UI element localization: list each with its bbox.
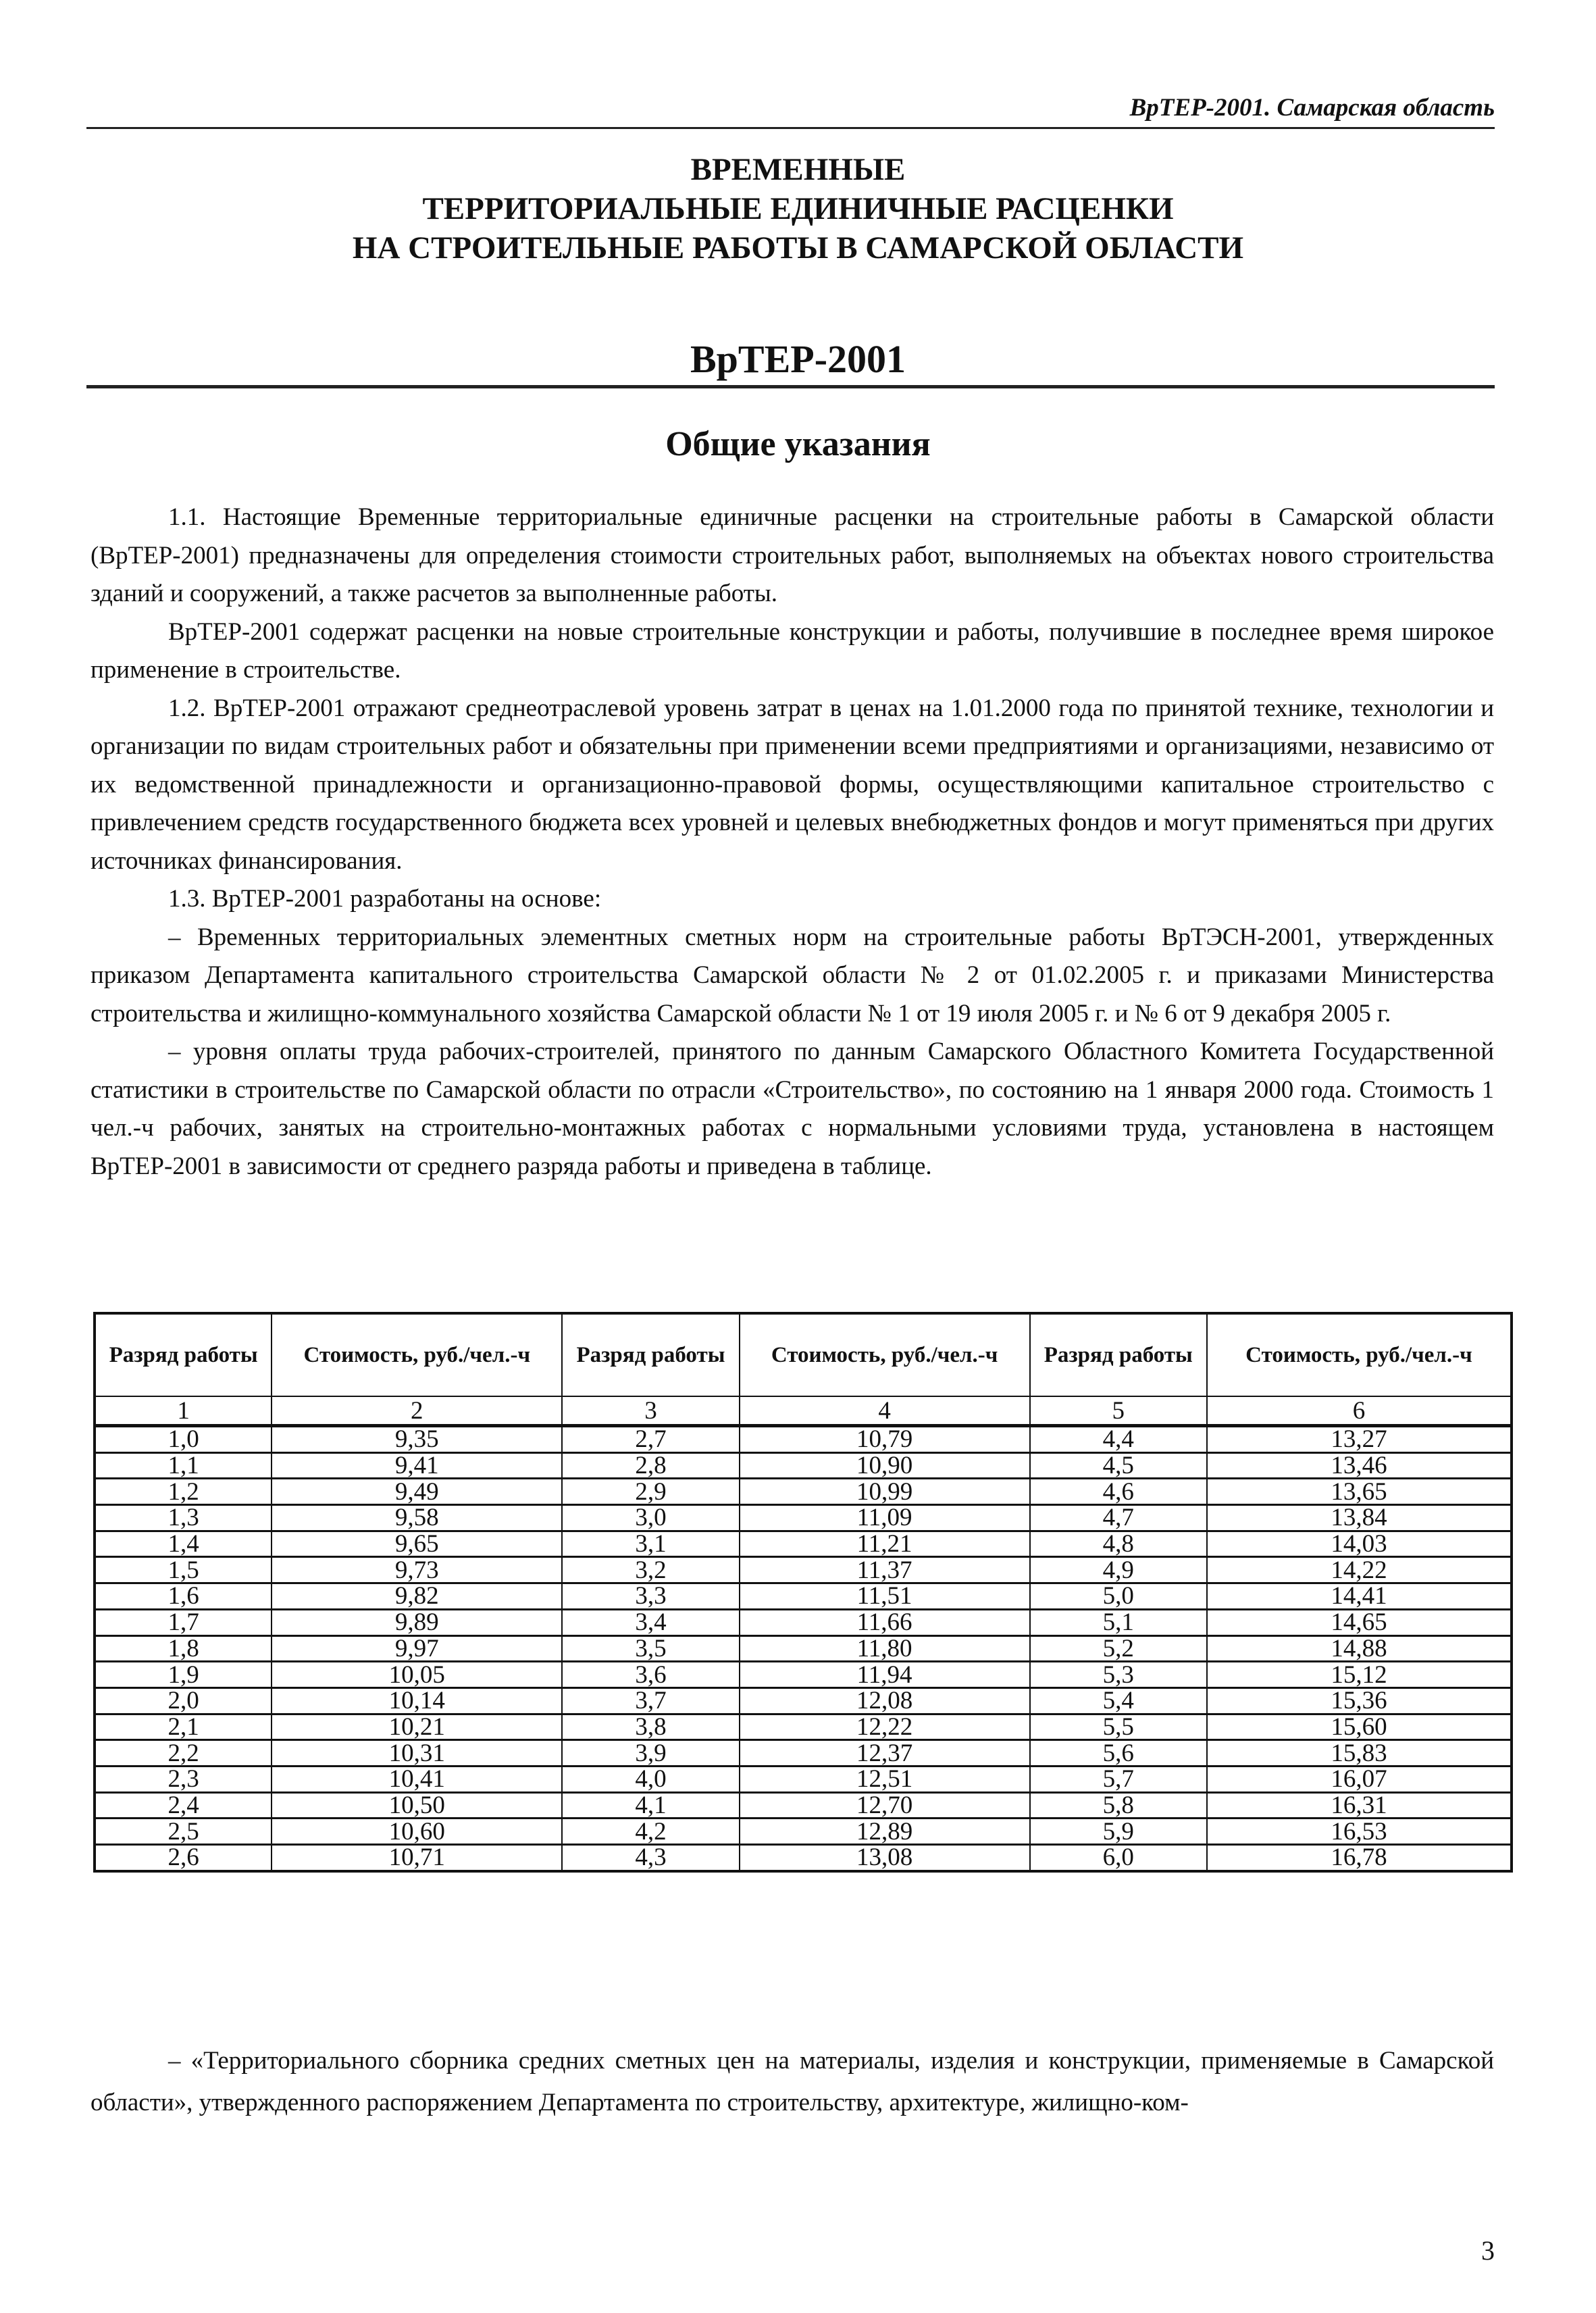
table-cell: 13,65 xyxy=(1207,1479,1512,1505)
column-header: Разряд работы xyxy=(1030,1313,1207,1396)
table-cell: 3,1 xyxy=(562,1531,739,1557)
table-cell: 4,8 xyxy=(1030,1531,1207,1557)
table-cell: 13,46 xyxy=(1207,1452,1512,1479)
table-cell: 11,66 xyxy=(740,1609,1030,1635)
table-cell: 4,6 xyxy=(1030,1479,1207,1505)
table-cell: 10,05 xyxy=(272,1662,562,1688)
table-header-row xyxy=(95,1313,1512,1396)
table-cell: 16,53 xyxy=(1207,1819,1512,1845)
table-cell: 4,9 xyxy=(1030,1557,1207,1583)
table-cell: 12,22 xyxy=(740,1714,1030,1740)
table-row xyxy=(95,1792,1512,1819)
table-cell: 5,5 xyxy=(1030,1714,1207,1740)
labor-cost-table xyxy=(93,1312,1513,1873)
table-cell: 5,0 xyxy=(1030,1583,1207,1610)
table-cell: 9,49 xyxy=(272,1479,562,1505)
table-cell: 4,3 xyxy=(562,1845,739,1871)
table-cell: 5,1 xyxy=(1030,1609,1207,1635)
table-row xyxy=(95,1714,1512,1740)
table-cell: 10,79 xyxy=(740,1426,1030,1453)
table-cell: 13,84 xyxy=(1207,1505,1512,1531)
table-row xyxy=(95,1766,1512,1792)
section-title: Общие указания xyxy=(665,425,931,463)
table-cell: 14,88 xyxy=(1207,1635,1512,1662)
table-cell: 1,3 xyxy=(95,1505,272,1531)
table-row xyxy=(95,1609,1512,1635)
column-header: Разряд работы xyxy=(95,1313,272,1396)
table-cell: 2,4 xyxy=(95,1792,272,1819)
table-cell: 11,37 xyxy=(740,1557,1030,1583)
table-cell: 3,5 xyxy=(562,1635,739,1662)
table-cell: 4,7 xyxy=(1030,1505,1207,1531)
table-cell: 14,41 xyxy=(1207,1583,1512,1610)
table-cell: 1,9 xyxy=(95,1662,272,1688)
paragraph: 1.2. ВрТЕР-2001 отражают среднеотраслевой уровень затрат в ценах на 1.01.2000 года по принятой технике, технологии и организации по видам строительных работ и обязательны при применении всеми предприятиями и организациями, независимо от их ведомственной принадлежности и организационно-правовой формы, осуществляющими капитальное строительство с привлечением средств государственного бюджета всех уровней и целевых внебюджетных фондов и могут применяться при других источниках финансирования. xyxy=(91,694,1494,875)
table-row xyxy=(95,1583,1512,1610)
table-cell: 4,2 xyxy=(562,1819,739,1845)
document-code: ВрТЕР-2001 xyxy=(690,337,906,381)
table-cell: 11,80 xyxy=(740,1635,1030,1662)
table-cell: 2,2 xyxy=(95,1740,272,1766)
table-cell: 5,4 xyxy=(1030,1687,1207,1714)
table-cell: 11,94 xyxy=(740,1662,1030,1688)
table-row xyxy=(95,1452,1512,1479)
table-row xyxy=(95,1505,1512,1531)
table-cell: 12,37 xyxy=(740,1740,1030,1766)
table-cell: 4,4 xyxy=(1030,1426,1207,1453)
table-row xyxy=(95,1479,1512,1505)
table-cell: 4,1 xyxy=(562,1792,739,1819)
body-text xyxy=(91,499,1494,1186)
table-cell: 15,12 xyxy=(1207,1662,1512,1688)
table-cell: 3,4 xyxy=(562,1609,739,1635)
running-header: ВрТЕР-2001. Самарская область xyxy=(1129,94,1495,122)
table-cell: 1,0 xyxy=(95,1426,272,1453)
column-number: 4 xyxy=(740,1396,1030,1426)
table-cell: 3,8 xyxy=(562,1714,739,1740)
table-cell: 2,5 xyxy=(95,1819,272,1845)
table-cell: 15,36 xyxy=(1207,1687,1512,1714)
table-cell: 14,03 xyxy=(1207,1531,1512,1557)
table-cell: 3,9 xyxy=(562,1740,739,1766)
table-row xyxy=(95,1426,1512,1453)
table-cell: 9,89 xyxy=(272,1609,562,1635)
column-header: Стоимость, руб./чел.-ч xyxy=(1207,1313,1512,1396)
page-number: 3 xyxy=(1481,2235,1495,2266)
table-cell: 10,90 xyxy=(740,1452,1030,1479)
after-table-text xyxy=(91,2040,1494,2124)
table-cell: 1,5 xyxy=(95,1557,272,1583)
column-header: Стоимость, руб./чел.-ч xyxy=(740,1313,1030,1396)
table-cell: 10,41 xyxy=(272,1766,562,1792)
table-cell: 2,9 xyxy=(562,1479,739,1505)
table-cell: 4,5 xyxy=(1030,1452,1207,1479)
table-row xyxy=(95,1662,1512,1688)
table-cell: 2,3 xyxy=(95,1766,272,1792)
table-cell: 10,71 xyxy=(272,1845,562,1871)
title-line: НА СТРОИТЕЛЬНЫЕ РАБОТЫ В САМАРСКОЙ ОБЛАСТИ xyxy=(352,230,1244,265)
table-cell: 10,99 xyxy=(740,1479,1030,1505)
table-cell: 9,58 xyxy=(272,1505,562,1531)
table-cell: 2,0 xyxy=(95,1687,272,1714)
column-number: 1 xyxy=(95,1396,272,1426)
table-cell: 4,0 xyxy=(562,1766,739,1792)
table-cell: 10,14 xyxy=(272,1687,562,1714)
column-header: Стоимость, руб./чел.-ч xyxy=(272,1313,562,1396)
table-cell: 11,51 xyxy=(740,1583,1030,1610)
table-cell: 2,7 xyxy=(562,1426,739,1453)
table-cell: 16,78 xyxy=(1207,1845,1512,1871)
table-row xyxy=(95,1687,1512,1714)
table-cell: 5,9 xyxy=(1030,1819,1207,1845)
paragraph: 1.1. Настоящие Временные территориальные единичные расценки на строительные работы в Самарской области (ВрТЕР-2001) предназначены для определения стоимости строительных работ, выполняемых на объектах нового строительства зданий и сооружений, а также расчетов за выполненные работы. xyxy=(91,503,1494,607)
table-row xyxy=(95,1635,1512,1662)
table-cell: 2,8 xyxy=(562,1452,739,1479)
table-cell: 14,65 xyxy=(1207,1609,1512,1635)
column-number: 5 xyxy=(1030,1396,1207,1426)
table-cell: 9,65 xyxy=(272,1531,562,1557)
table-cell: 15,60 xyxy=(1207,1714,1512,1740)
table-cell: 5,2 xyxy=(1030,1635,1207,1662)
table-cell: 12,08 xyxy=(740,1687,1030,1714)
title-line: ТЕРРИТОРИАЛЬНЫЕ ЕДИНИЧНЫЕ РАСЦЕНКИ xyxy=(422,191,1174,226)
table-cell: 9,41 xyxy=(272,1452,562,1479)
table-cell: 3,7 xyxy=(562,1687,739,1714)
table-cell: 5,3 xyxy=(1030,1662,1207,1688)
table-row xyxy=(95,1531,1512,1557)
table-cell: 6,0 xyxy=(1030,1845,1207,1871)
table-row xyxy=(95,1740,1512,1766)
table-cell: 11,21 xyxy=(740,1531,1030,1557)
code-rule xyxy=(86,385,1495,388)
table-cell: 9,97 xyxy=(272,1635,562,1662)
table-row xyxy=(95,1845,1512,1871)
table-cell: 16,31 xyxy=(1207,1792,1512,1819)
table-cell: 12,70 xyxy=(740,1792,1030,1819)
table-cell: 9,82 xyxy=(272,1583,562,1610)
table-cell: 15,83 xyxy=(1207,1740,1512,1766)
table-cell: 3,6 xyxy=(562,1662,739,1688)
table-cell: 9,35 xyxy=(272,1426,562,1453)
table-cell: 5,7 xyxy=(1030,1766,1207,1792)
table-row xyxy=(95,1557,1512,1583)
table-cell: 3,3 xyxy=(562,1583,739,1610)
table-cell: 12,89 xyxy=(740,1819,1030,1845)
table-cell: 1,6 xyxy=(95,1583,272,1610)
table-cell: 12,51 xyxy=(740,1766,1030,1792)
column-number: 6 xyxy=(1207,1396,1512,1426)
table-cell: 13,08 xyxy=(740,1845,1030,1871)
title-line: ВРЕМЕННЫЕ xyxy=(690,152,906,187)
paragraph: – «Территориального сборника средних сметных цен на материалы, изделия и конструкции, применяемые в Самарской области», утвержденного распоряжением Департамента по строительству, архитектуре, жилищно-ком- xyxy=(91,2047,1494,2116)
table-cell: 2,6 xyxy=(95,1845,272,1871)
table-cell: 1,2 xyxy=(95,1479,272,1505)
paragraph: – Временных территориальных элементных сметных норм на строительные работы ВрТЭСН-2001, утвержденных приказом Департамента капитального строительства Самарской области № 2 от 01.02.2005 г. и приказами Министерства строительства и жилищно-коммунального хозяйства Самарской области № 1 от 19 июля 2005 г. и № 6 от 9 декабря 2005 г. xyxy=(91,923,1494,1027)
table-cell: 10,60 xyxy=(272,1819,562,1845)
column-number: 3 xyxy=(562,1396,739,1426)
column-header: Разряд работы xyxy=(562,1313,739,1396)
table-cell: 14,22 xyxy=(1207,1557,1512,1583)
table-cell: 3,2 xyxy=(562,1557,739,1583)
table-cell: 1,4 xyxy=(95,1531,272,1557)
table-row xyxy=(95,1819,1512,1845)
table-cell: 9,73 xyxy=(272,1557,562,1583)
table-cell: 1,1 xyxy=(95,1452,272,1479)
table-cell: 10,21 xyxy=(272,1714,562,1740)
column-number-row xyxy=(95,1396,1512,1426)
table-cell: 3,0 xyxy=(562,1505,739,1531)
table-cell: 2,1 xyxy=(95,1714,272,1740)
header-rule xyxy=(86,127,1495,129)
paragraph: – уровня оплаты труда рабочих-строителей, принятого по данным Самарского Областного Комитета Государственной статистики в строительстве по Самарской области по отрасли «Строительство», по состоянию на 1 января 2000 года. Стоимость 1 чел.-ч рабочих, занятых на строительно-монтажных работах с нормальными условиями труда, установлена в настоящем ВрТЕР-2001 в зависимости от среднего разряда работы и приведена в таблице. xyxy=(91,1038,1494,1180)
table-cell: 5,8 xyxy=(1030,1792,1207,1819)
paragraph: 1.3. ВрТЕР-2001 разработаны на основе: xyxy=(168,885,602,913)
table-cell: 1,8 xyxy=(95,1635,272,1662)
table-cell: 11,09 xyxy=(740,1505,1030,1531)
column-number: 2 xyxy=(272,1396,562,1426)
table-cell: 10,31 xyxy=(272,1740,562,1766)
document-title xyxy=(0,150,1596,268)
table-cell: 13,27 xyxy=(1207,1426,1512,1453)
table-cell: 5,6 xyxy=(1030,1740,1207,1766)
table-cell: 1,7 xyxy=(95,1609,272,1635)
table-cell: 16,07 xyxy=(1207,1766,1512,1792)
paragraph: ВрТЕР-2001 содержат расценки на новые строительные конструкции и работы, получившие в последнее время широкое применение в строительстве. xyxy=(91,617,1494,684)
table-cell: 10,50 xyxy=(272,1792,562,1819)
